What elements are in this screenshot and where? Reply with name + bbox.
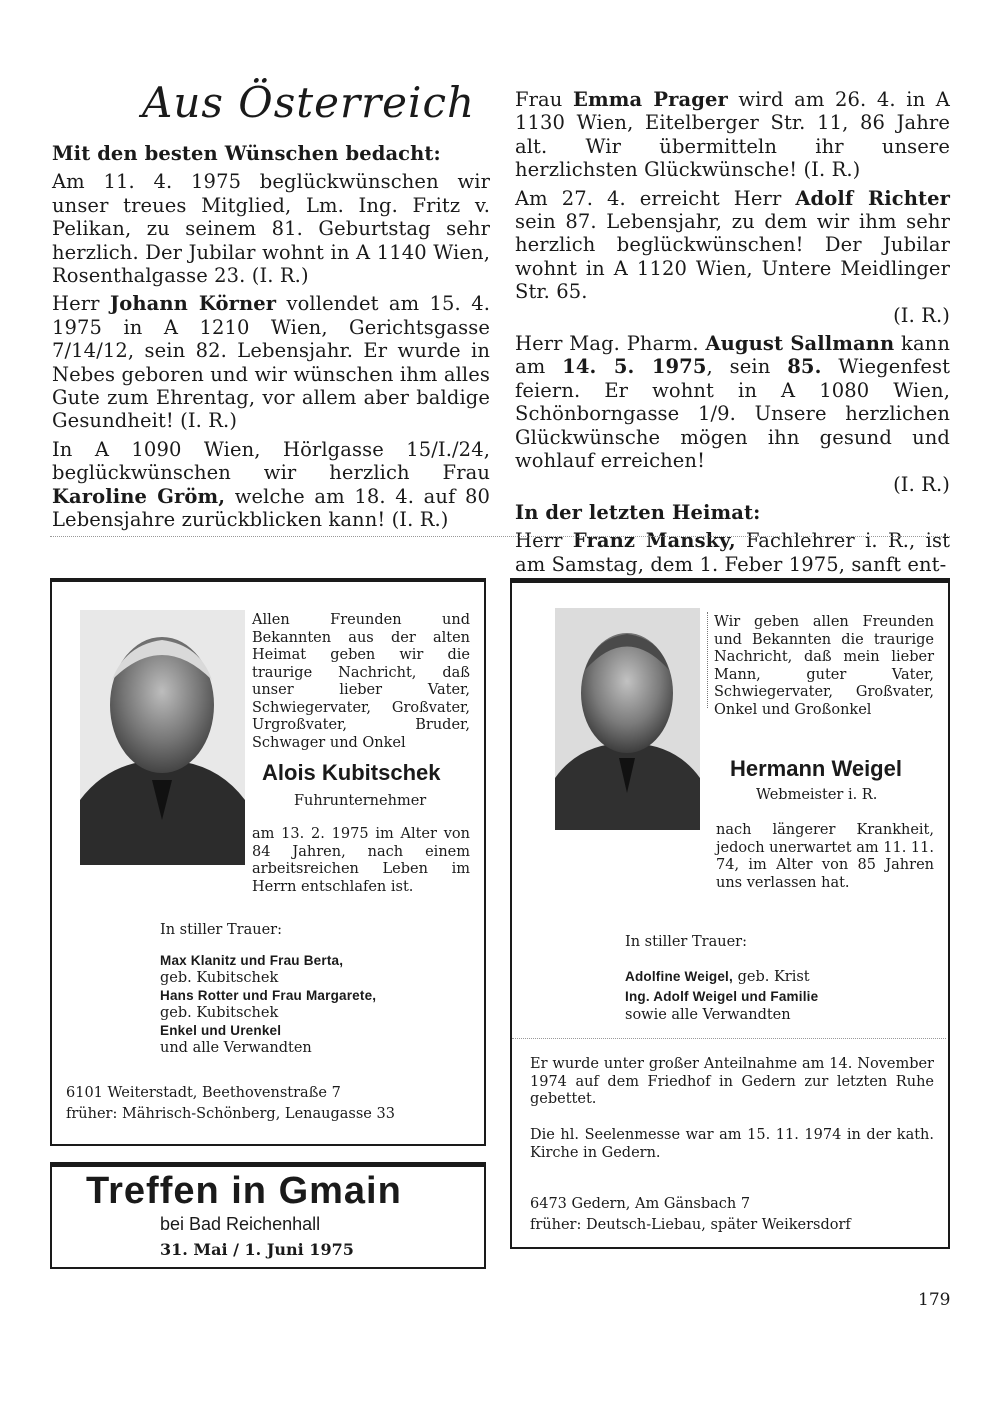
- mourner-rotter-nee: geb. Kubitschek: [160, 1004, 279, 1021]
- weigel-burial: Er wurde unter großer Anteilnahme am 14. November 1974 auf dem Friedhof in Gedern zur letzten Ruhe gebettet.: [530, 1056, 934, 1107]
- name-koerner: Johann Körner: [109, 292, 277, 316]
- weigel-address-line2: früher: Deutsch-Liebau, später Weikersdorf: [530, 1216, 851, 1233]
- kubitschek-name: Alois Kubitschek: [262, 760, 441, 785]
- section-title: Aus Österreich: [142, 78, 476, 127]
- weigel-inner-divider: [512, 1038, 946, 1039]
- mourner-rotter: Hans Rotter und Frau Margarete,: [160, 988, 377, 1003]
- kubitschek-death: am 13. 2. 1975 im Alter von 84 Jahren, nach einem arbeitsreichen Leben im Herrn entschlafen ist.: [252, 826, 470, 895]
- mourner-adolfine: Adolfine Weigel, geb. Krist: [625, 969, 810, 985]
- paragraph-prager: Frau Emma Prager wird am 26. 4. in A 1130 Wien, Eitelberger Str. 11, 86 Jahre alt. Wir übermitteln ihr unsere herzlichsten Glückwünsche! (I. R.): [515, 88, 950, 182]
- mourner-klanitz-nee: geb. Kubitschek: [160, 969, 279, 986]
- kubitschek-mourning-label: In stiller Trauer:: [160, 922, 282, 938]
- paragraph-pelikan: Am 11. 4. 1975 beglückwünschen wir unser treues Mitglied, Lm. Ing. Fritz v. Pelikan, zu seinem 81. Geburtstag sehr herzlich. Der Jubilar wohnt in A 1140 Wien, Rosenthalgasse 23. (I. R.): [52, 170, 490, 288]
- name-groem: Karoline Gröm,: [52, 484, 226, 508]
- kubitschek-mourners: [160, 952, 376, 1057]
- section-divider: [50, 536, 950, 537]
- kubitschek-address-line2: früher: Mährisch-Schönberg, Lenaugasse 33: [66, 1105, 395, 1122]
- mourner-adolf: Ing. Adolf Weigel und Familie: [625, 989, 819, 1004]
- left-column: [52, 78, 490, 537]
- name-prager: Emma Prager: [573, 88, 728, 111]
- weigel-address: [530, 1196, 851, 1234]
- weigel-mourning-label: In stiller Trauer:: [625, 934, 747, 950]
- kubitschek-intro: Allen Freunden und Bekannten aus der alten Heimat geben wir die traurige Nachricht, daß unser lieber Vater, Schwiegervater, Großvater, Urgroßvater, Bruder, Schwager und Onkel: [252, 612, 470, 751]
- name-sallmann: August Sallmann: [705, 332, 895, 356]
- paragraph-richter: Am 27. 4. erreicht Herr Adolf Richter sein 87. Lebensjahr, zu dem wir ihm sehr herzlich beglückwünschen! Der Jubilar wohnt in A 1120 Wien, Untere Meidlinger Str. 65.: [515, 186, 950, 304]
- weigel-name: Hermann Weigel: [730, 756, 902, 781]
- subhead-wishes: Mit den besten Wünschen bedacht:: [52, 142, 441, 165]
- treffen-date: 31. Mai / 1. Juni 1975: [160, 1240, 354, 1259]
- kubitschek-address: [66, 1085, 395, 1123]
- treffen-title: Treffen in Gmain: [86, 1170, 402, 1212]
- signature-sallmann: (I. R.): [893, 472, 950, 496]
- kubitschek-occupation: Fuhrunternehmer: [294, 793, 427, 809]
- mourner-relatives-right: sowie alle Verwandten: [625, 1007, 791, 1023]
- subhead-last-home: In der letzten Heimat:: [515, 500, 761, 524]
- paragraph-koerner: Herr Johann Körner vollendet am 15. 4. 1975 in A 1210 Wien, Gerichtsgasse 7/14/12, sein 82. Lebensjahr. Er wurde in Nebes geboren und wir wünschen ihm alles Gute zum Ehrentag, vor allem aber baldige Gesundheit! (I. R.): [52, 292, 490, 433]
- weigel-intro: Wir geben allen Freunden und Bekannten die traurige Nachricht, daß mein lieber Mann, guter Vater, Schwiegervater, Großvater, Onkel und Großonkel: [714, 614, 934, 718]
- signature-richter: (I. R.): [893, 303, 950, 327]
- kubitschek-address-line1: 6101 Weiterstadt, Beethovenstraße 7: [66, 1085, 341, 1101]
- mourner-relatives: und alle Verwandten: [160, 1039, 312, 1056]
- weigel-death: nach längerer Krankheit, jedoch unerwartet am 11. 11. 74, im Alter von 85 Jahren uns verlassen hat.: [716, 822, 934, 891]
- portrait-kubitschek: [80, 610, 245, 865]
- paragraph-sallmann: Herr Mag. Pharm. August Sallmann kann am 14. 5. 1975, sein 85. Wiegenfest feiern. Er wohnt in A 1080 Wien, Schönborngasse 1/9. Unsere herzlichen Glückwünsche mögen ihn gesund und wohlauf erreichen!: [515, 332, 951, 473]
- treffen-subtitle: bei Bad Reichenhall: [160, 1214, 321, 1234]
- weigel-mourners: [625, 966, 818, 1025]
- weigel-address-line1: 6473 Gedern, Am Gänsbach 7: [530, 1196, 751, 1212]
- portrait-weigel: [555, 608, 700, 830]
- right-column: [515, 88, 950, 581]
- weigel-divider: [707, 612, 708, 708]
- weigel-occupation: Webmeister i. R.: [756, 787, 878, 803]
- paragraph-mansky: Herr Franz Mansky, Fachlehrer i. R., ist am Samstag, dem 1. Feber 1975, sanft ent-: [515, 529, 951, 576]
- page-number: 179: [918, 1290, 951, 1310]
- mourner-klanitz: Max Klanitz und Frau Berta,: [160, 953, 344, 968]
- weigel-mass: Die hl. Seelenmesse war am 15. 11. 1974 in der kath. Kirche in Gedern.: [530, 1127, 934, 1161]
- mourner-grandchildren: Enkel und Urenkel: [160, 1023, 282, 1038]
- paragraph-groem: In A 1090 Wien, Hörlgasse 15/I./24, beglückwünschen wir herzlich Frau Karoline Gröm, welche am 18. 4. auf 80 Lebensjahre zurückblicken kann! (I. R.): [52, 437, 490, 532]
- name-mansky: Franz Mansky,: [572, 529, 736, 553]
- name-richter: Adolf Richter: [795, 186, 950, 210]
